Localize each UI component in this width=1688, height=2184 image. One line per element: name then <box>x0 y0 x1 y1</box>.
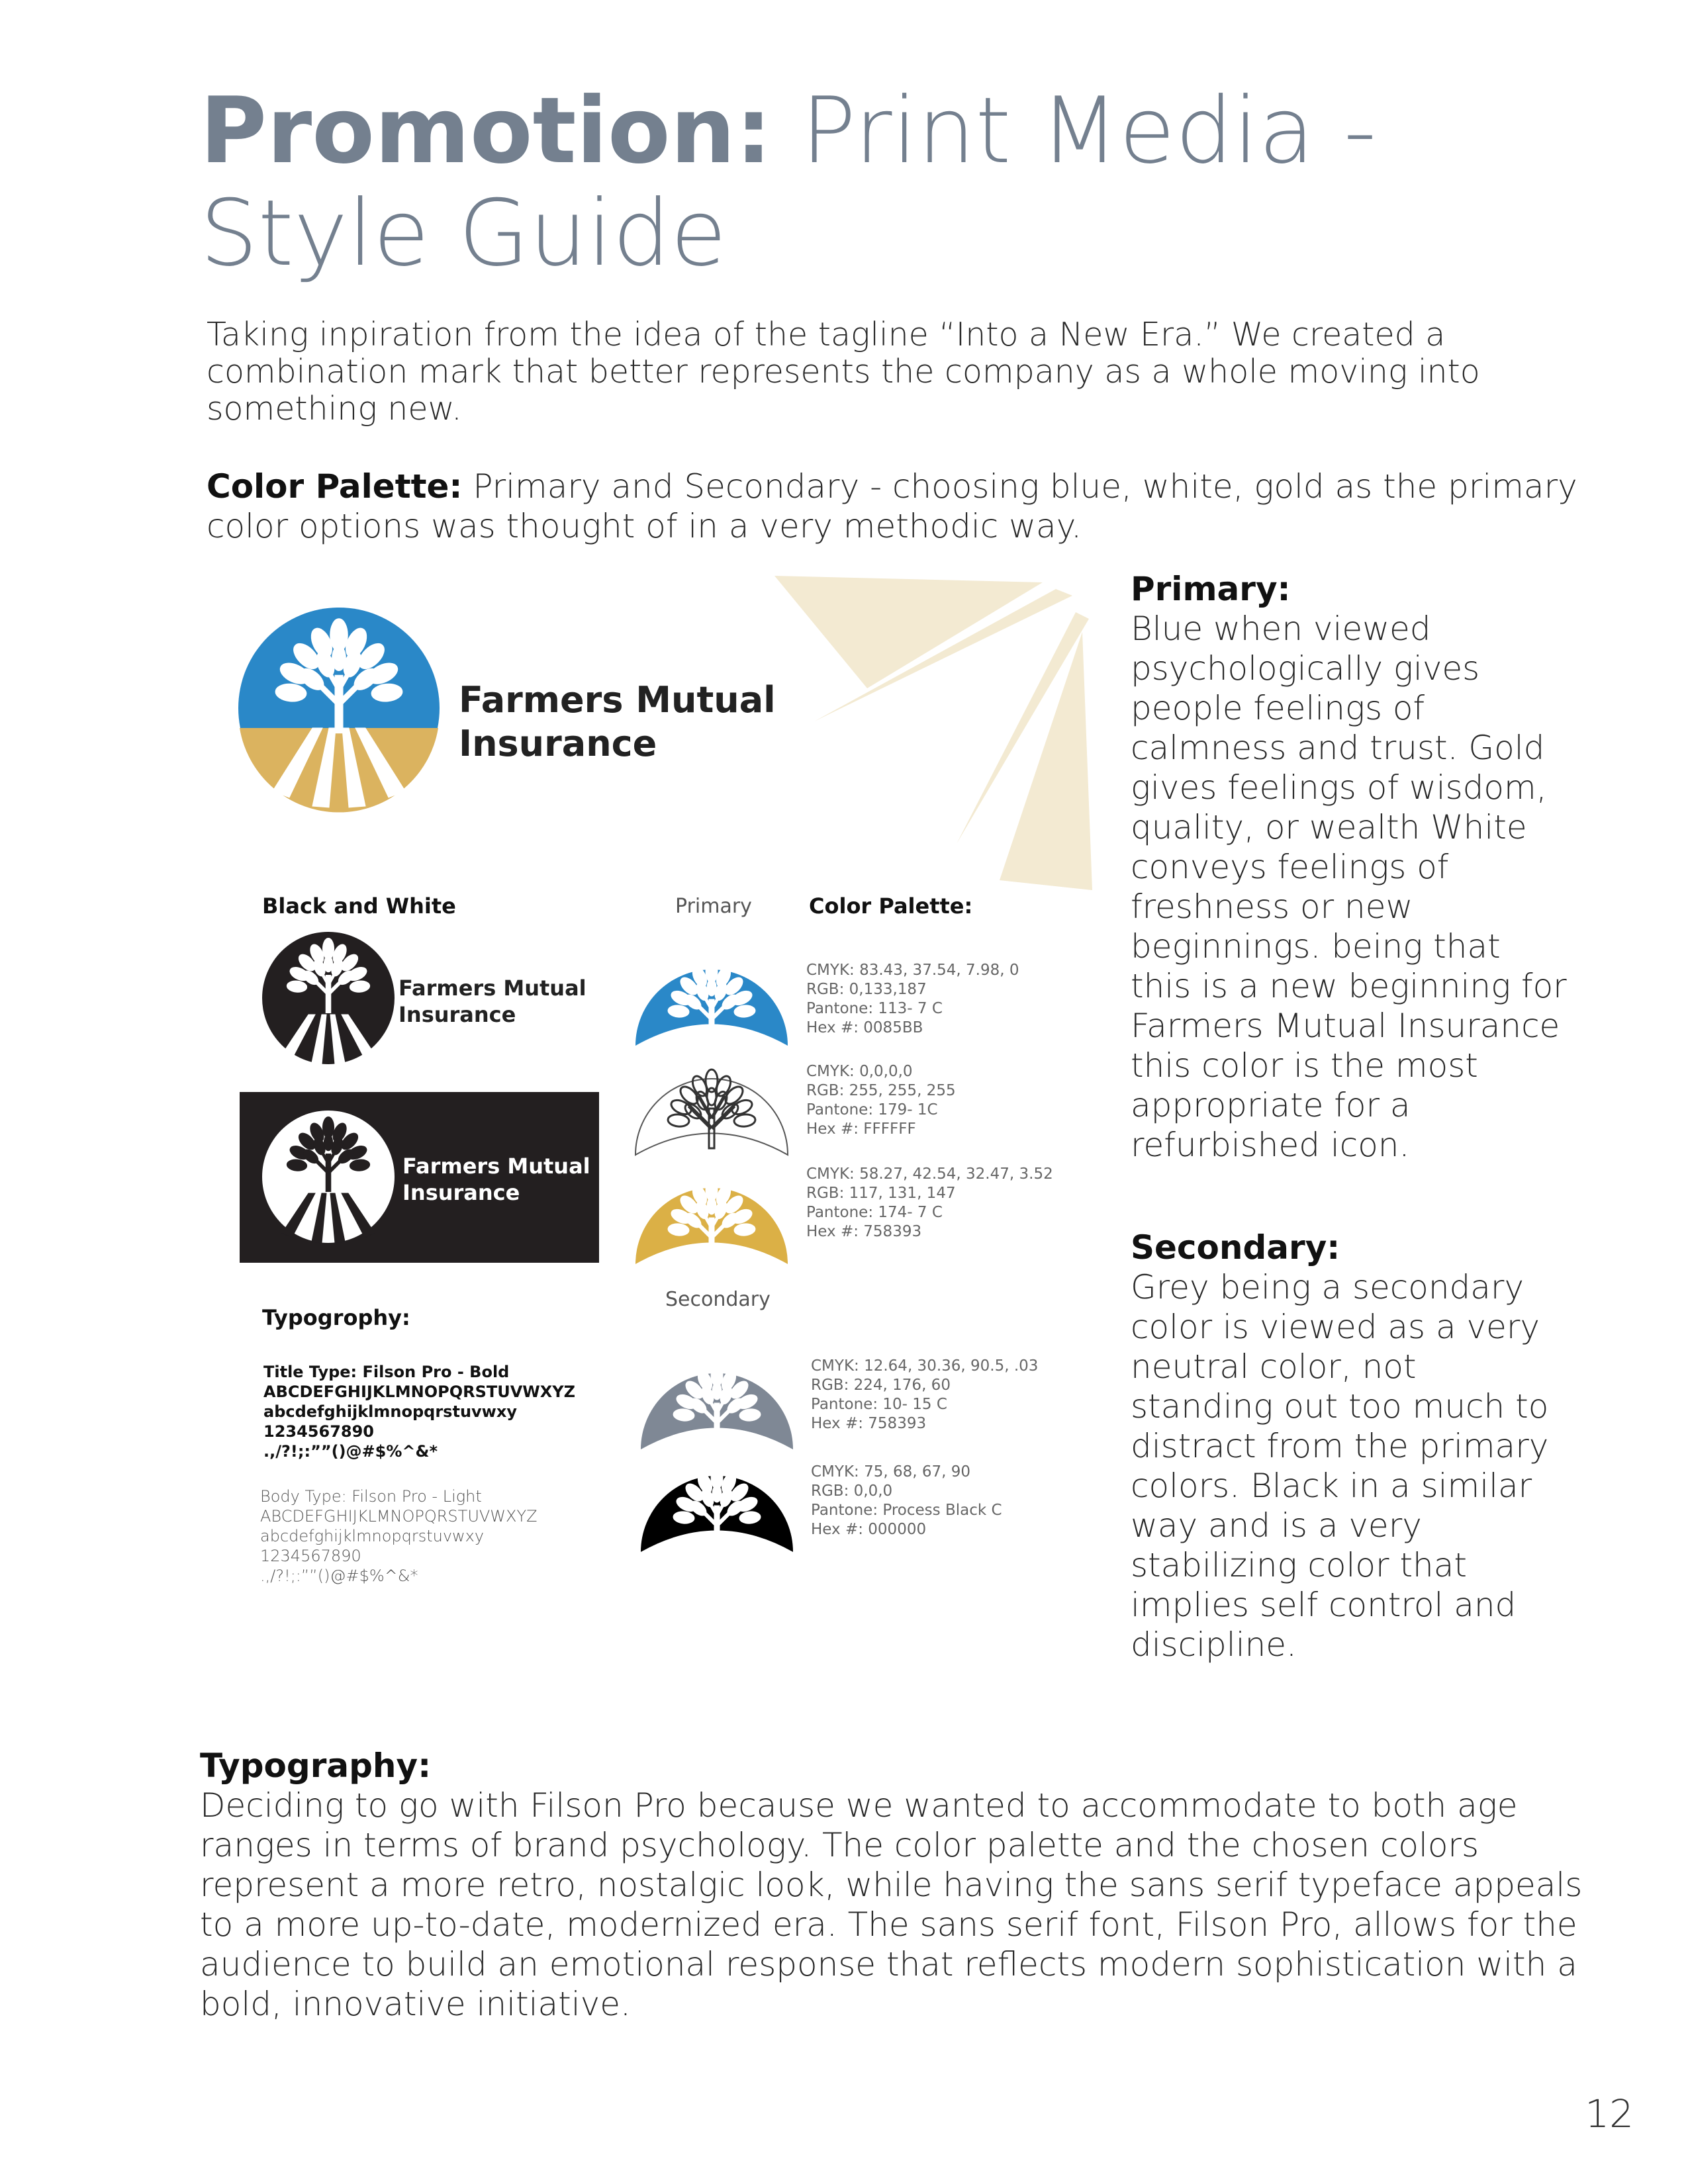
typography-text: Deciding to go with Filson Pro because we wanted to accommodate to both age ranges in terms of brand psychology. The color palette and the chosen colors represent a more retro, nostalgic look, while having the sans serif typeface appeals to a more up-to-date, modernized era. The sans serif font, Filson Pro, allows for the audience to build an emotional response that reflects modern sophistication with a bold, innovative initiative. <box>200 1786 1583 2023</box>
spec-gold: CMYK: 58.27, 42.54, 32.47, 3.52 RGB: 117, 131, 147 Pantone: 174- 7 C Hex #: 758393 <box>806 1165 1053 1240</box>
swatch-gold <box>635 1179 788 1264</box>
main-logo-wordmark <box>459 678 776 766</box>
palette-intro-label: Color Palette: <box>207 467 463 506</box>
bw-label: Black and White <box>262 893 456 919</box>
typography-label: Typogrophy: <box>262 1305 410 1330</box>
palette-intro-text: Primary and Secondary - choosing blue, white, gold as the primary color options was thought of in a very methodic way. <box>207 467 1577 545</box>
sun-rays-graphic <box>774 576 1092 890</box>
main-logo-emblem <box>238 608 440 812</box>
swatch-blue <box>635 960 788 1046</box>
title-light-line2: Style Guide <box>200 180 727 287</box>
bw-logo-1-wordmark: Farmers Mutual Insurance <box>399 976 586 1027</box>
palette-label: Color Palette: <box>809 893 973 919</box>
swatch-grey <box>641 1364 793 1449</box>
primary-label: Primary <box>675 895 752 918</box>
secondary-label: Secondary <box>665 1288 771 1311</box>
intro-paragraph: Taking inpiration from the idea of the tagline “Into a New Era.” We created a combination mark that better represents the company as a whole moving into something new. <box>207 316 1480 428</box>
logo-name-line1: Farmers Mutual <box>459 679 776 721</box>
spec-white: CMYK: 0,0,0,0 RGB: 255, 255, 255 Pantone: 179- 1C Hex #: FFFFFF <box>806 1063 956 1138</box>
primary-heading: Primary: <box>1131 570 1291 608</box>
typography-section <box>200 1746 1597 2024</box>
primary-text: Blue when viewed psychologically gives people feelings of calmness and trust. Gold gives feelings of wisdom, quality, or wealth White conveys feelings of freshness or new beginnings. being that this is a new beginning for Farmers Mutual Insurance this color is the most appropriate for a refurbished icon. <box>1131 610 1567 1164</box>
bw-logo-1 <box>262 932 395 1064</box>
title-light-line1: Print Media - <box>801 77 1377 184</box>
swatch-black <box>641 1467 793 1552</box>
secondary-section <box>1131 1228 1568 1664</box>
primary-section <box>1131 569 1568 1165</box>
secondary-heading: Secondary: <box>1131 1228 1340 1267</box>
body-type-specimen: Body Type: Filson Pro - Light ABCDEFGHIJKLMNOPQRSTUVWXYZ abcdefghijklmnopqrstuvwxy 1234567890 .,/?!;:””()@#$%^&* <box>260 1487 538 1585</box>
spec-blue: CMYK: 83.43, 37.54, 7.98, 0 RGB: 0,133,187 Pantone: 113- 7 C Hex #: 0085BB <box>806 962 1019 1036</box>
bw-logo-2-wordmark: Farmers Mutual Insurance <box>402 1154 590 1205</box>
page-number: 12 <box>1585 2091 1634 2136</box>
bw-logo-2 <box>262 1111 395 1243</box>
title-bold: Promotion: <box>200 77 773 184</box>
swatch-white <box>635 1069 788 1155</box>
title-type-specimen: Title Type: Filson Pro - Bold ABCDEFGHIJKLMNOPQRSTUVWXYZ abcdefghijklmnopqrstuvwxy 1234567890 .,/?!;:””()@#$%^&* <box>263 1363 576 1461</box>
secondary-text: Grey being a secondary color is viewed as a very neutral color, not standing out too much to distract from the primary colors. Black in a similar way and is a very stabilizing color that implies self control and discipline. <box>1131 1268 1549 1664</box>
logo-name-line2: Insurance <box>459 723 657 764</box>
spec-grey: CMYK: 12.64, 30.36, 90.5, .03 RGB: 224, 176, 60 Pantone: 10- 15 C Hex #: 758393 <box>811 1357 1039 1432</box>
spec-black: CMYK: 75, 68, 67, 90 RGB: 0,0,0 Pantone: Process Black C Hex #: 000000 <box>811 1463 1002 1538</box>
typography-heading: Typography: <box>200 1747 432 1785</box>
